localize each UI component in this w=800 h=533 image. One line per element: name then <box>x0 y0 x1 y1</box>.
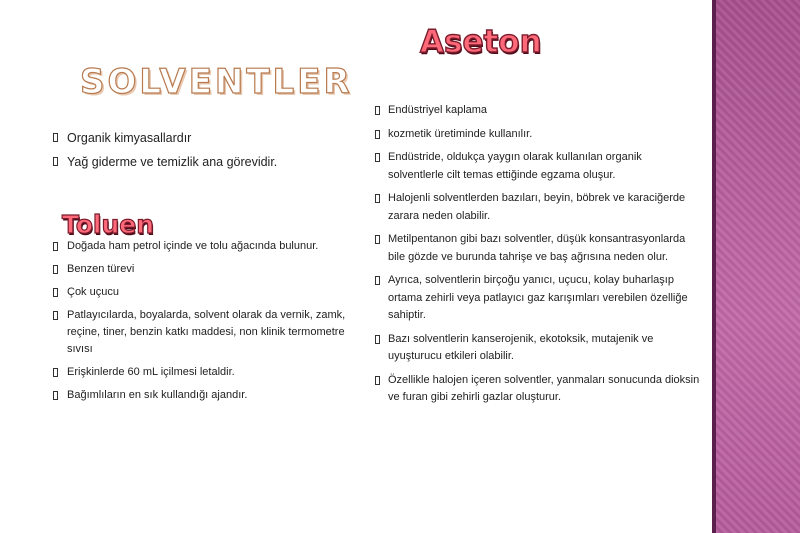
aseton-list <box>388 102 700 413</box>
square-bullet-icon <box>53 311 58 320</box>
square-bullet-icon <box>53 288 58 297</box>
square-bullet-icon <box>53 242 58 251</box>
decorative-side-bar <box>712 0 800 533</box>
square-bullet-icon <box>53 133 58 142</box>
square-bullet-icon <box>375 335 380 344</box>
list-item <box>57 154 357 170</box>
list-item <box>388 190 700 225</box>
square-bullet-icon <box>375 276 380 285</box>
square-bullet-icon <box>375 235 380 244</box>
intro-list <box>57 130 357 178</box>
square-bullet-icon <box>53 157 58 166</box>
list-item <box>388 231 700 266</box>
list-item <box>388 372 700 407</box>
list-item <box>57 238 357 255</box>
square-bullet-icon <box>375 194 380 203</box>
list-item <box>57 284 357 301</box>
list-item-text: Doğada ham petrol içinde ve tolu ağacında bulunur. <box>67 240 319 252</box>
list-item <box>57 307 357 358</box>
list-item <box>388 149 700 184</box>
square-bullet-icon <box>375 130 380 139</box>
list-item-text: Endüstride, oldukça yaygın olarak kullanılan organik solventlerle cilt temas ettiğinde egzama oluşur. <box>388 151 642 181</box>
list-item-text: Patlayıcılarda, boyalarda, solvent olarak da vernik, zamk, reçine, tiner, benzin katkı maddesi, non klinik termometre sıvısı <box>67 309 346 355</box>
list-item <box>57 387 357 404</box>
list-item-text: Bazı solventlerin kanserojenik, ekotoksik, mutajenik ve uyuşturucu etkileri olabilir. <box>388 332 654 362</box>
list-item-text: Yağ giderme ve temizlik ana görevidir. <box>67 155 278 169</box>
list-item-text: Endüstriyel kaplama <box>388 104 488 116</box>
square-bullet-icon <box>53 368 58 377</box>
list-item <box>388 331 700 366</box>
list-item-text: Organik kimyasallardır <box>67 131 192 145</box>
square-bullet-icon <box>375 153 380 162</box>
list-item-text: kozmetik üretiminde kullanılır. <box>388 127 533 140</box>
square-bullet-icon <box>375 376 380 385</box>
aseton-heading: Aseton <box>420 24 542 60</box>
list-item-text: Halojenli solventlerden bazıları, beyin, böbrek ve karaciğerde zarara neden olabilir. <box>388 192 686 222</box>
list-item-text: Özellikle halojen içeren solventler, yanmaları sonucunda dioksin ve furan gibi zehirli gazlar oluşturur. <box>388 373 700 403</box>
list-item-text: Erişkinlerde 60 mL içilmesi letaldir. <box>67 366 235 378</box>
list-item <box>57 261 357 278</box>
toluen-list <box>57 238 357 410</box>
list-item-text: Ayrıca, solventlerin birçoğu yanıcı, uçucu, kolay buharlaşıp ortama zehirli veya patlayıcı gaz karışımları verebilen özelliğe sahiptir. <box>388 274 688 321</box>
list-item-text: Benzen türevi <box>67 263 135 275</box>
list-item <box>57 130 357 146</box>
list-item <box>388 102 700 120</box>
square-bullet-icon <box>53 391 58 400</box>
list-item <box>388 126 700 144</box>
list-item-text: Bağımlıların en sık kullandığı ajandır. <box>67 389 248 401</box>
list-item <box>388 272 700 325</box>
square-bullet-icon <box>375 106 380 115</box>
list-item <box>57 364 357 381</box>
list-item-text: Metilpentanon gibi bazı solventler, düşük konsantrasyonlarda bile gözde ve burunda tahrişe ve baş ağrısına neden olur. <box>388 233 686 263</box>
square-bullet-icon <box>53 265 58 274</box>
toluen-heading: Toluen <box>62 210 155 239</box>
list-item-text: Çok uçucu <box>67 286 119 298</box>
slide-title: SOLVENTLER <box>80 62 353 102</box>
